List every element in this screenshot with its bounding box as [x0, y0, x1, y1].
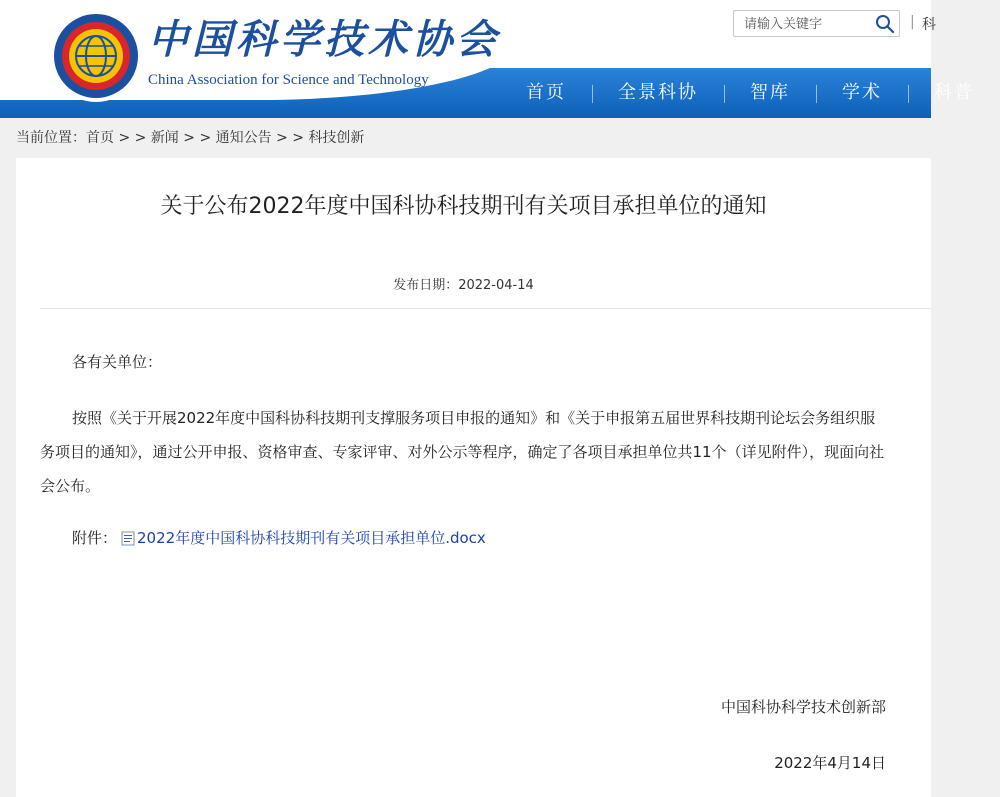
breadcrumb-separator: > >	[178, 130, 216, 146]
docx-file-icon	[121, 531, 135, 546]
top-link-separator: |	[910, 14, 915, 30]
nav-item-academic[interactable]: 学术	[816, 68, 908, 118]
breadcrumb-separator: > >	[114, 130, 151, 146]
search-box	[733, 10, 900, 37]
signature-org: 中国科协科学技术创新部	[720, 698, 886, 716]
top-link[interactable]: 科	[922, 17, 936, 33]
article-panel	[16, 158, 931, 797]
attachment-link[interactable]: 2022年度中国科协科技期刊有关项目承担单位.docx	[137, 529, 486, 547]
breadcrumb-prefix: 当前位置：	[16, 130, 86, 146]
breadcrumb	[16, 128, 364, 148]
attachment-line	[72, 521, 922, 555]
breadcrumb-item-news[interactable]: 新闻	[150, 130, 179, 146]
breadcrumb-item-notices[interactable]: 通知公告	[215, 130, 272, 146]
breadcrumb-item-home[interactable]: 首页	[86, 130, 114, 146]
greeting-paragraph: 各有关单位：	[72, 353, 163, 371]
cast-emblem-icon[interactable]	[50, 10, 142, 102]
nav-item-overview[interactable]: 全景科协	[592, 68, 724, 118]
site-header	[0, 0, 974, 118]
title-divider	[40, 308, 931, 309]
article-title: 关于公布2022年度中国科协科技期刊有关项目承担单位的通知	[160, 194, 767, 219]
logo-english-name[interactable]: China Association for Science and Technology	[148, 72, 429, 88]
main-nav	[500, 68, 1000, 118]
nav-item-science-popularization[interactable]: 科普	[908, 68, 1000, 118]
body-paragraph: 按照《关于开展2022年度中国科协科技期刊支撑服务项目申报的通知》和《关于申报第五届世界科技期刊论坛会务组织服务项目的通知》，通过公开申报、资格审查、专家评审、对外公示等程序，确定了各项目承担单位共11个（详见附件），现面向社会公布。	[40, 409, 885, 495]
search-input[interactable]	[744, 15, 869, 33]
breadcrumb-item-tech-innovation[interactable]: 科技创新	[308, 130, 365, 146]
publish-date: 发布日期：2022-04-14	[393, 278, 534, 293]
nav-item-think-tank[interactable]: 智库	[724, 68, 816, 118]
search-icon[interactable]	[875, 14, 895, 34]
attachment-label: 附件：	[72, 529, 118, 547]
signature-date: 2022年4月14日	[774, 754, 886, 772]
logo-chinese-name[interactable]: 中国科学技术协会	[148, 16, 500, 63]
nav-item-home[interactable]: 首页	[526, 82, 566, 103]
breadcrumb-separator: > >	[271, 130, 309, 146]
